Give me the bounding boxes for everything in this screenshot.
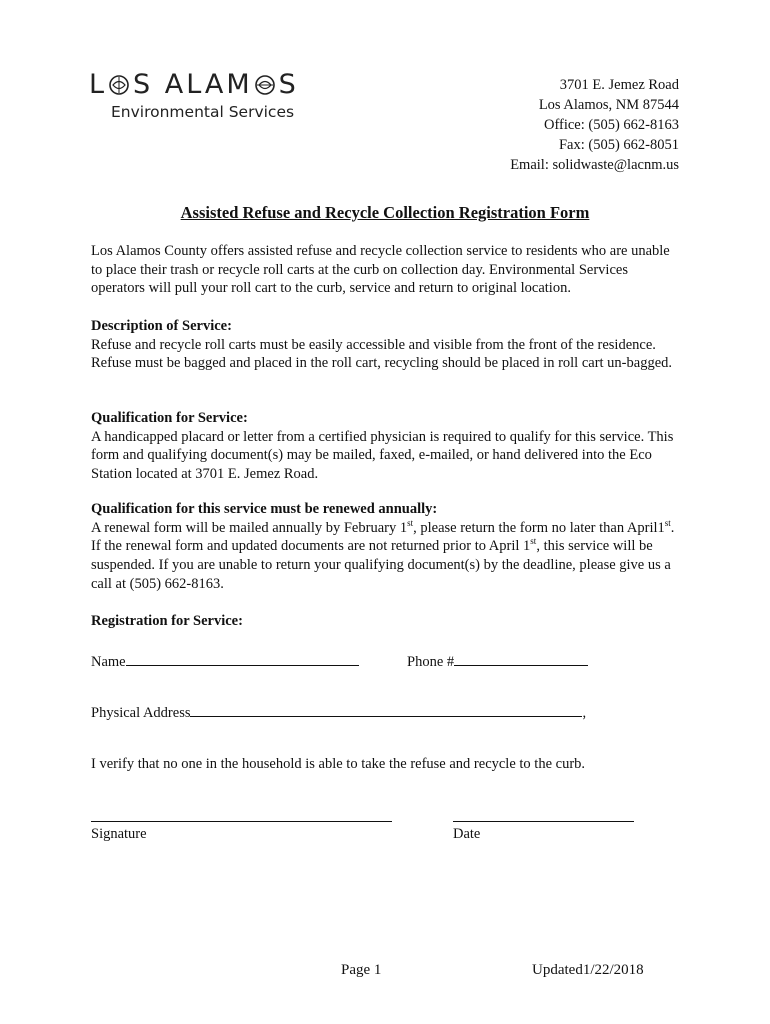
address-label: Physical Address <box>91 705 191 721</box>
renewal-sup-2: st <box>664 517 671 528</box>
logo-letter-s: S <box>278 69 299 100</box>
logo-title <box>89 70 299 100</box>
renewal-section <box>91 500 683 594</box>
phone-label: Phone # <box>407 654 455 670</box>
description-section <box>91 317 683 373</box>
page-number: Page 1 <box>341 962 382 978</box>
phone-input-line[interactable] <box>454 651 588 666</box>
contact-office-phone: Office: (505) 662-8163 <box>543 117 679 133</box>
intro-paragraph: Los Alamos County offers assisted refuse and recycle collection service to residents who are unable to place their trash or recycle roll carts at the curb on collection day. Environmental Services operators will pull your roll cart to the curb, service and return to original location. <box>91 243 670 297</box>
renewal-text <box>91 519 683 594</box>
date-line[interactable] <box>453 821 634 822</box>
date-label: Date <box>453 826 481 842</box>
address-field[interactable] <box>91 702 586 722</box>
verify-statement: I verify that no one in the household is able to take the refuse and recycle to the curb. <box>91 756 586 772</box>
signature-label: Signature <box>91 826 147 842</box>
qualification-heading: Qualification for Service: <box>91 410 248 426</box>
registration-heading: Registration for Service: <box>91 613 243 629</box>
renewal-heading: Qualification for this service must be renewed annually: <box>91 501 438 517</box>
name-label: Name <box>91 654 126 670</box>
qualification-section <box>91 409 683 484</box>
contact-fax: Fax: (505) 662-8051 <box>558 137 679 153</box>
logo-letter-l: L <box>89 69 108 100</box>
contact-address: 3701 E. Jemez Road <box>559 77 679 93</box>
contact-block <box>510 75 679 175</box>
address-comma: , <box>582 705 587 721</box>
name-field[interactable] <box>91 651 359 671</box>
logo-subtitle: Environmental Services <box>111 103 295 121</box>
renewal-sup-3: st <box>530 536 537 547</box>
phone-field[interactable] <box>407 651 588 671</box>
renewal-text-1: A renewal form will be mailed annually by February 1 <box>91 519 408 536</box>
address-input-line[interactable] <box>190 702 582 717</box>
renewal-sup-1: st <box>407 517 414 528</box>
updated-date: Updated1/22/2018 <box>532 962 644 978</box>
qualification-text: A handicapped placard or letter from a certified physician is required to qualify for this service. This form and qualifying document(s) may be mailed, faxed, e-mailed, or hand delivered into the Eco Station located at 3701 E. Jemez Road. <box>91 428 674 483</box>
logo-letters-mid: S ALAM <box>133 69 253 100</box>
contact-city: Los Alamos, NM 87544 <box>538 97 679 113</box>
contact-email: Email: solidwaste@lacnm.us <box>510 157 679 173</box>
renewal-text-3: . If the renewal form and updated documents are not returned prior to April 1 <box>91 519 675 555</box>
description-text: Refuse and recycle roll carts must be easily accessible and visible from the front of the residence. Refuse must be bagged and placed in the roll cart, recycling should be placed in roll cart un-bagged. <box>91 336 673 372</box>
signature-line[interactable] <box>91 821 392 822</box>
name-input-line[interactable] <box>126 651 359 666</box>
renewal-text-4: , this service will be suspended. If you are unable to return your qualifying document(s) by the deadline, please give us a call at (505) 662-8163. <box>91 538 671 592</box>
form-title: Assisted Refuse and Recycle Collection Registration Form <box>180 203 590 222</box>
renewal-text-2: , please return the form no later than April1 <box>413 519 665 536</box>
description-heading: Description of Service: <box>91 318 232 334</box>
globe-leaf-icon <box>109 75 129 95</box>
globe-leaf-icon-2 <box>255 75 275 95</box>
los-alamos-logo <box>89 70 299 121</box>
